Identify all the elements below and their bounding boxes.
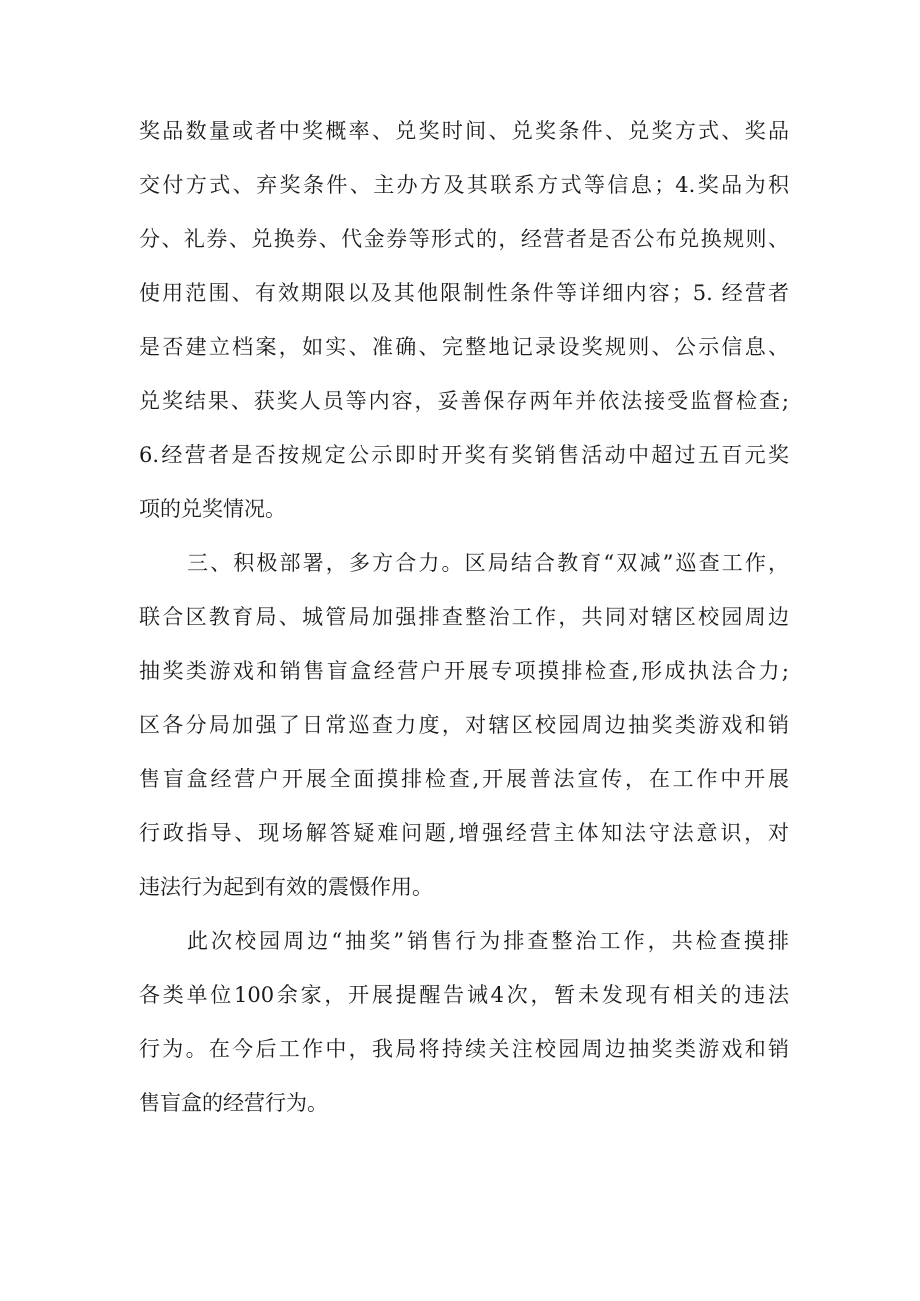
text-line: 区各分局加强了日常巡查力度，对辖区校园周边抽奖类游戏和销 [139,713,789,737]
paragraph-summary [139,914,789,1130]
text-line: 使用范围、有效期限以及其他限制性条件等详细内容；5. 经营者 [139,281,789,305]
text-line: 奖品数量或者中奖概率、兑奖时间、兑奖条件、兑奖方式、奖品 [139,119,789,143]
text-line: 分、礼券、兑换券、代金券等形式的，经营者是否公布兑换规则、 [139,227,789,251]
document-body [139,104,789,1130]
text-line: 项的兑奖情况。 [139,497,286,521]
text-line: 售盲盒的经营行为。 [139,1091,328,1115]
text-line: 抽奖类游戏和销售盲盒经营户开展专项摸排检查,形成执法合力; [139,659,789,683]
text-line: 兑奖结果、获奖人员等内容，妥善保存两年并依法接受监督检查; [139,389,789,413]
text-line: 三、积极部署，多方合力。区局结合教育“双减”巡查工作， [187,551,789,575]
text-line: 行政指导、现场解答疑难问题,增强经营主体知法守法意识，对 [139,821,789,845]
text-line: 是否建立档案，如实、准确、完整地记录设奖规则、公示信息、 [139,335,789,359]
text-line: 此次校园周边“抽奖”销售行为排查整治工作，共检查摸排 [187,929,789,953]
text-line: 联合区教育局、城管局加强排查整治工作，共同对辖区校园周边 [139,605,789,629]
text-line: 行为。在今后工作中，我局将持续关注校园周边抽奖类游戏和销 [139,1037,789,1061]
text-line: 交付方式、弃奖条件、主办方及其联系方式等信息；4.奖品为积 [139,173,789,197]
paragraph-prize-info [139,104,789,536]
text-line: 各类单位100余家，开展提醒告诫4次，暂未发现有相关的违法 [139,983,789,1007]
text-line: 违法行为起到有效的震慑作用。 [139,875,433,899]
text-line: 6.经营者是否按规定公示即时开奖有奖销售活动中超过五百元奖 [139,443,789,467]
paragraph-deployment [139,536,789,914]
text-line: 售盲盒经营户开展全面摸排检查,开展普法宣传，在工作中开展 [139,767,789,791]
